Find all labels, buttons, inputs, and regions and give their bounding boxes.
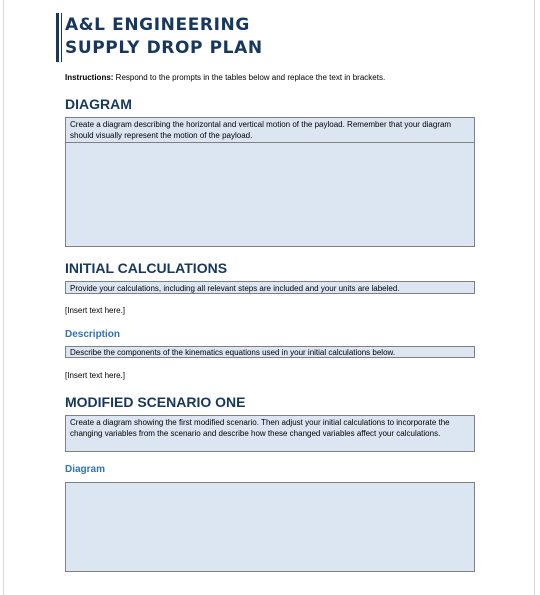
- initial-calculations-placeholder[interactable]: [Insert text here.]: [65, 306, 126, 315]
- instructions-label: Instructions:: [65, 73, 114, 82]
- modified-scenario-prompt: Create a diagram showing the first modified scenario. Then adjust your initial calculations to incorporate the changing variables from the scenario and describe how these changed variables affect your calculations.: [65, 415, 475, 452]
- title-line-1: A&L ENGINEERING: [65, 15, 250, 35]
- title-accent-line: [61, 13, 62, 62]
- title-accent-bar: [56, 13, 59, 62]
- description-prompt: Describe the components of the kinematics equations used in your initial calculations below.: [65, 346, 475, 358]
- instructions: [65, 73, 385, 83]
- modified-diagram-heading: Diagram: [65, 464, 106, 475]
- diagram-heading: DIAGRAM: [65, 96, 132, 112]
- diagram-input-area[interactable]: [65, 142, 475, 247]
- initial-calculations-heading: INITIAL CALCULATIONS: [65, 260, 228, 276]
- description-placeholder[interactable]: [Insert text here.]: [65, 371, 126, 380]
- diagram-prompt: Create a diagram describing the horizontal and vertical motion of the payload. Remember that your diagram should visually represent the motion of the payload.: [65, 117, 475, 143]
- description-heading: Description: [65, 329, 121, 340]
- title-line-2: SUPPLY DROP PLAN: [65, 38, 263, 58]
- initial-calculations-prompt: Provide your calculations, including all relevant steps are included and your units are labeled.: [65, 281, 475, 294]
- document-title: [65, 14, 263, 60]
- modified-diagram-input-area[interactable]: [65, 482, 475, 572]
- modified-scenario-heading: MODIFIED SCENARIO ONE: [65, 394, 246, 410]
- instructions-text: Respond to the prompts in the tables below and replace the text in brackets.: [113, 73, 386, 82]
